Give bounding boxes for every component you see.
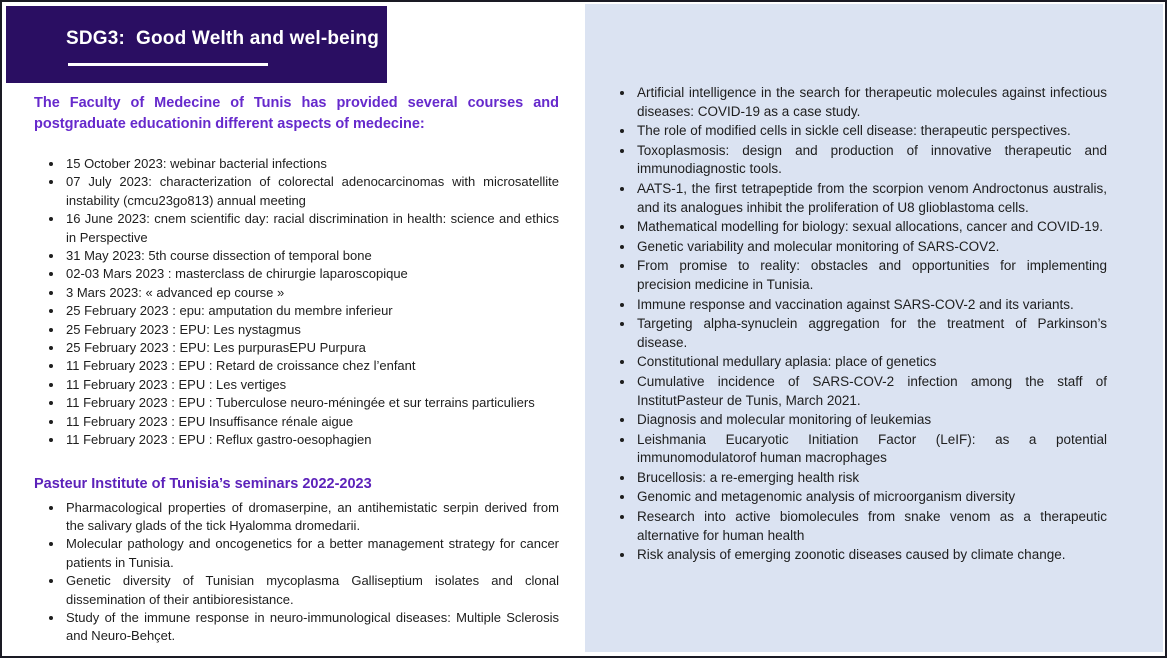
list-item: • Artificial intelligence in the search for therapeutic molecules against infectious diseases: COVID-19 as a case study.: [635, 84, 1107, 121]
list-item: • 11 February 2023 : EPU Insuffisance rénale aigue: [64, 413, 559, 431]
sdg-header-banner: [6, 6, 387, 83]
list-item: • Brucellosis: a re-emerging health risk: [635, 469, 1107, 488]
list-item: • 02-03 Mars 2023 : masterclass de chirurgie laparoscopique: [64, 265, 559, 283]
pasteur-seminars-list: [46, 499, 559, 646]
list-item: • The role of modified cells in sickle cell disease: therapeutic perspectives.: [635, 122, 1107, 141]
title-underline: [68, 63, 268, 66]
list-item: • Study of the immune response in neuro-immunological diseases: Multiple Sclerosis and Neuro-Behçet.: [64, 609, 559, 646]
list-item: • 11 February 2023 : EPU : Les vertiges: [64, 376, 559, 394]
left-content-panel: [34, 93, 559, 646]
list-item: • Genetic variability and molecular monitoring of SARS-COV2.: [635, 238, 1107, 257]
list-item: • Mathematical modelling for biology: sexual allocations, cancer and COVID-19.: [635, 218, 1107, 237]
list-item: • Diagnosis and molecular monitoring of leukemias: [635, 411, 1107, 430]
list-item: • From promise to reality: obstacles and opportunities for implementing precision medicine in Tunisia.: [635, 257, 1107, 294]
list-item: • 11 February 2023 : EPU : Reflux gastro-oesophagien: [64, 431, 559, 449]
list-item: • 25 February 2023 : epu: amputation du membre inferieur: [64, 302, 559, 320]
list-item: • 3 Mars 2023: « advanced ep course »: [64, 284, 559, 302]
faculty-courses-list: [46, 155, 559, 450]
list-item: • 11 February 2023 : EPU : Retard de croissance chez l’enfant: [64, 357, 559, 375]
list-item: • Molecular pathology and oncogenetics for a better management strategy for cancer patients in Tunisia.: [64, 535, 559, 572]
list-item: • 07 July 2023: characterization of colorectal adenocarcinomas with microsatellite instability (cmcu23go813) annual meeting: [64, 173, 559, 210]
list-item: • Genetic diversity of Tunisian mycoplasma Galliseptium isolates and clonal dissemination of their antibioresistance.: [64, 572, 559, 609]
page-title: SDG3: Good Welth and wel-being: [66, 28, 380, 49]
list-item: • 25 February 2023 : EPU: Les purpurasEPU Purpura: [64, 339, 559, 357]
list-item: • Leishmania Eucaryotic Initiation Factor (LeIF): as a potential immunomodulatorof human macrophages: [635, 431, 1107, 468]
list-item: • Constitutional medullary aplasia: place of genetics: [635, 353, 1107, 372]
list-item: • 11 February 2023 : EPU : Tuberculose neuro-méningée et sur terrains particuliers: [64, 394, 559, 412]
list-item: • AATS-1, the first tetrapeptide from the scorpion venom Androctonus australis, and its analogues inhibit the proliferation of U8 glioblastoma cells.: [635, 180, 1107, 217]
list-item: • Toxoplasmosis: design and production of innovative therapeutic and immunodiagnostic tools.: [635, 142, 1107, 179]
list-item: • Pharmacological properties of dromaserpine, an antihemistatic serpin derived from the salivary glads of the tick Hyalomma dromedarii.: [64, 499, 559, 536]
list-item: • Cumulative incidence of SARS-COV-2 infection among the staff of InstitutPasteur de Tunis, March 2021.: [635, 373, 1107, 410]
list-item: • Genomic and metagenomic analysis of microorganism diversity: [635, 488, 1107, 507]
right-seminars-list: [615, 84, 1107, 565]
list-item: • Immune response and vaccination against SARS-COV-2 and its variants.: [635, 296, 1107, 315]
list-item: • Research into active biomolecules from snake venom as a therapeutic alternative for human health: [635, 508, 1107, 545]
list-item: • 15 October 2023: webinar bacterial infections: [64, 155, 559, 173]
right-seminars-panel: [585, 4, 1163, 652]
faculty-heading: The Faculty of Medecine of Tunis has provided several courses and postgraduate educationin different aspects of medecine:: [34, 95, 559, 132]
list-item: • 31 May 2023: 5th course dissection of temporal bone: [64, 247, 559, 265]
list-item: • 16 June 2023: cnem scientific day: racial discrimination in health: science and ethics in Perspective: [64, 210, 559, 247]
list-item: • Risk analysis of emerging zoonotic diseases caused by climate change.: [635, 546, 1107, 565]
pasteur-heading: Pasteur Institute of Tunisia’s seminars 2022-2023: [34, 475, 372, 492]
list-item: • 25 February 2023 : EPU: Les nystagmus: [64, 321, 559, 339]
list-item: • Targeting alpha-synuclein aggregation for the treatment of Parkinson’s disease.: [635, 315, 1107, 352]
